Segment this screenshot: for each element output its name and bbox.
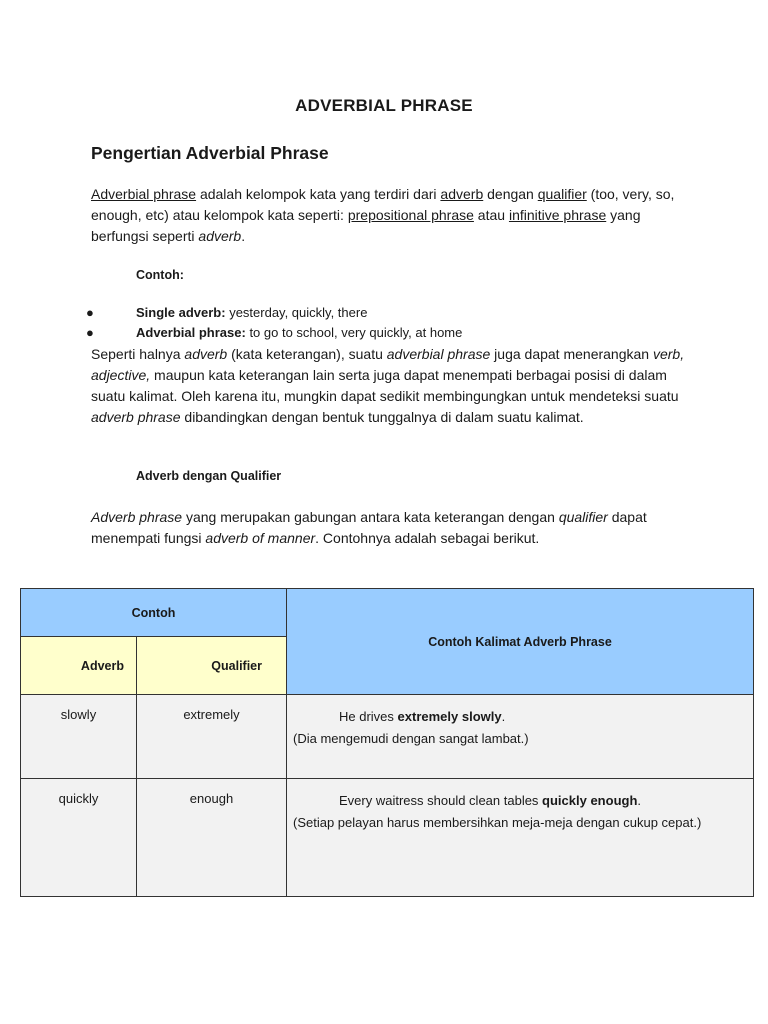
list-item: ● Adverbial phrase: to go to school, very quickly, at home [86, 325, 463, 340]
cell-adverb: quickly [21, 779, 137, 897]
explanation-paragraph: Seperti halnya adverb (kata keterangan), suatu adverbial phrase juga dapat menerangkan verb, adjective, maupun kata keterangan lain serta juga dapat menempati berbagai posisi di dalam suatu kalimat. Oleh karena itu, mungkin dapat sedikit membingungkan untuk mendeteksi suatu adverb phrase dibandingkan dengan bentuk tunggalnya di dalam suatu kalimat. [91, 346, 685, 425]
cell-sentence: He drives extremely slowly. (Dia mengemudi dengan sangat lambat.) [287, 695, 754, 779]
header-adverb: Adverb [21, 637, 137, 695]
qualifier-subheading: Adverb dengan Qualifier [136, 469, 282, 483]
header-qualifier: Qualifier [137, 637, 287, 695]
term-adverbial-phrase: Adverbial phrase [91, 186, 197, 202]
term-infinitive-phrase: infinitive phrase [508, 207, 607, 223]
table-row [21, 779, 754, 897]
term-adverb: adverb [440, 186, 484, 202]
translation-text: (Setiap pelayan harus membersihkan meja-meja dengan cukup cepat.) [293, 815, 702, 830]
header-contoh-kalimat: Contoh Kalimat Adverb Phrase [287, 589, 754, 695]
table-row [21, 695, 754, 779]
bullet-icon: ● [86, 305, 94, 320]
bullet-icon: ● [86, 325, 94, 340]
qualifier-paragraph: Adverb phrase yang merupakan gabungan antara kata keterangan dengan qualifier dapat menempati fungsi adverb of manner. Contohnya adalah sebagai berikut. [91, 509, 647, 546]
contoh-label: Contoh: [136, 268, 184, 282]
cell-sentence: Every waitress should clean tables quickly enough. (Setiap pelayan harus membersihkan meja-meja dengan cukup cepat.) [287, 779, 754, 897]
definition-paragraph: Adverbial phrase adalah kelompok kata yang terdiri dari adverb dengan qualifier (too, very, so, enough, etc) atau kelompok kata seperti: prepositional phrase atau infinitive phrase yang berfungsi seperti adverb. [91, 186, 675, 244]
section-heading: Pengertian Adverbial Phrase [91, 143, 329, 163]
document-title: ADVERBIAL PHRASE [295, 96, 473, 115]
cell-qualifier: extremely [137, 695, 287, 779]
example-bullet-list [0, 305, 768, 345]
term-prepositional-phrase: prepositional phrase [347, 207, 474, 223]
header-contoh: Contoh [21, 589, 287, 637]
list-item: ● Single adverb: yesterday, quickly, there [86, 305, 368, 320]
term-qualifier: qualifier [537, 186, 587, 202]
example-table [20, 588, 754, 897]
translation-text: (Dia mengemudi dengan sangat lambat.) [293, 731, 529, 746]
cell-qualifier: enough [137, 779, 287, 897]
cell-adverb: slowly [21, 695, 137, 779]
